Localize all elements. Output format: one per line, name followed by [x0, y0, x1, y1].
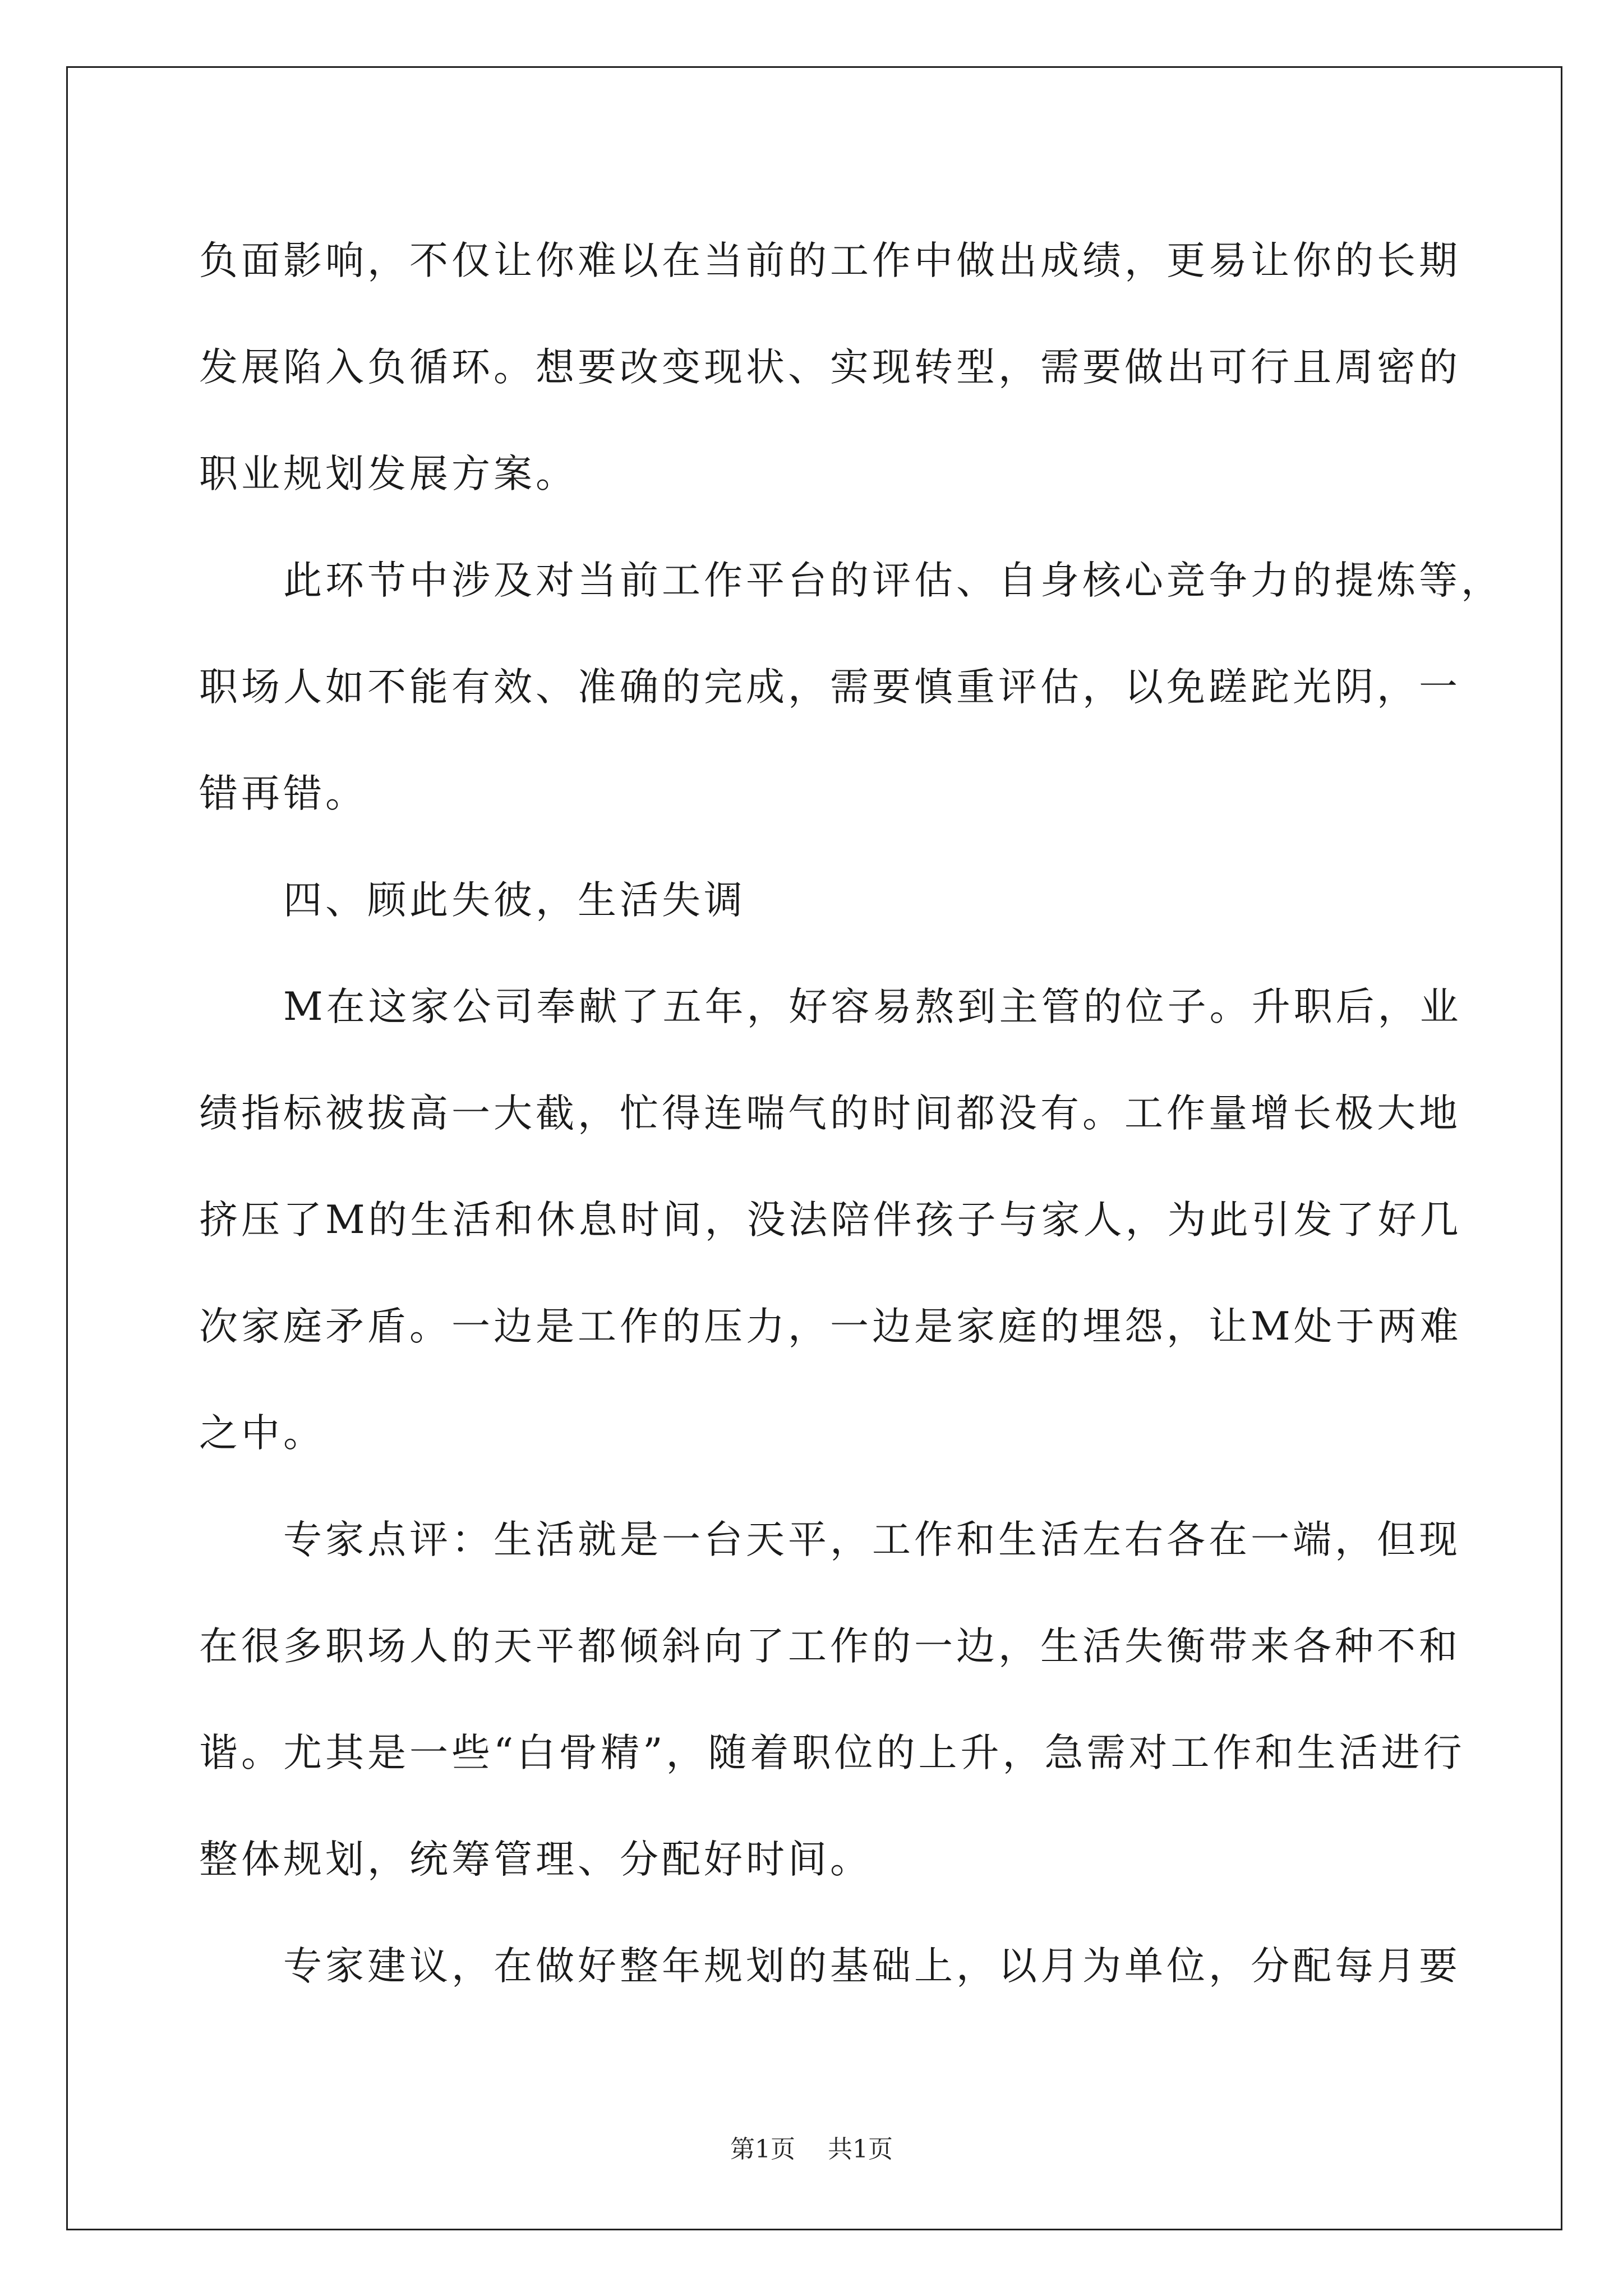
paragraph-6 — [199, 1913, 1461, 2019]
text-line: 挤压了M的生活和休息时间，没法陪伴孩子与家人，为此引发了好几 — [199, 1198, 1462, 1243]
paragraph-2 — [199, 527, 1503, 847]
text-line: 错再错。 — [199, 771, 367, 816]
text-line: 四、顾此失彼，生活失调 — [283, 878, 746, 923]
text-line: 在很多职场人的天平都倾斜向了工作的一边，生活失衡带来各种不和 — [199, 1624, 1461, 1669]
text-line: 之中。 — [199, 1411, 325, 1456]
text-line: 专家建议，在做好整年规划的基础上，以月为单位，分配每月要 — [283, 1944, 1461, 1989]
text-line: 职业规划发展方案。 — [199, 452, 578, 496]
text-line: 职场人如不能有效、准确的完成，需要慎重评估，以免蹉跎光阴，一 — [199, 665, 1461, 710]
text-line: 整体规划，统筹管理、分配好时间。 — [199, 1837, 872, 1882]
paragraph-4 — [199, 954, 1462, 1487]
page-number: 第1页 — [730, 2135, 795, 2164]
paragraph-1 — [199, 208, 1461, 527]
page-total: 共1页 — [828, 2135, 893, 2164]
text-line: 绩指标被拔高一大截，忙得连喘气的时间都没有。工作量增长极大地 — [199, 1091, 1461, 1136]
text-line: 次家庭矛盾。一边是工作的压力，一边是家庭的埋怨，让M处于两难 — [199, 1304, 1462, 1349]
text-line: 负面影响，不仅让你难以在当前的工作中做出成绩，更易让你的长期 — [199, 238, 1461, 283]
text-line: 谐。尤其是一些“白骨精”，随着职位的上升，急需对工作和生活进行 — [199, 1731, 1465, 1775]
page-footer — [0, 2129, 1623, 2165]
document-body — [199, 208, 1503, 2019]
section-heading — [199, 847, 1427, 954]
paragraph-5 — [199, 1487, 1465, 1913]
text-line: 发展陷入负循环。想要改变现状、实现转型，需要做出可行且周密的 — [199, 345, 1461, 390]
text-line: 专家点评：生活就是一台天平，工作和生活左右各在一端，但现 — [283, 1517, 1461, 1562]
text-line: 此环节中涉及对当前工作平台的评估、自身核心竞争力的提炼等， — [283, 558, 1503, 603]
text-line: M在这家公司奉献了五年，好容易熬到主管的位子。升职后，业 — [283, 984, 1462, 1029]
